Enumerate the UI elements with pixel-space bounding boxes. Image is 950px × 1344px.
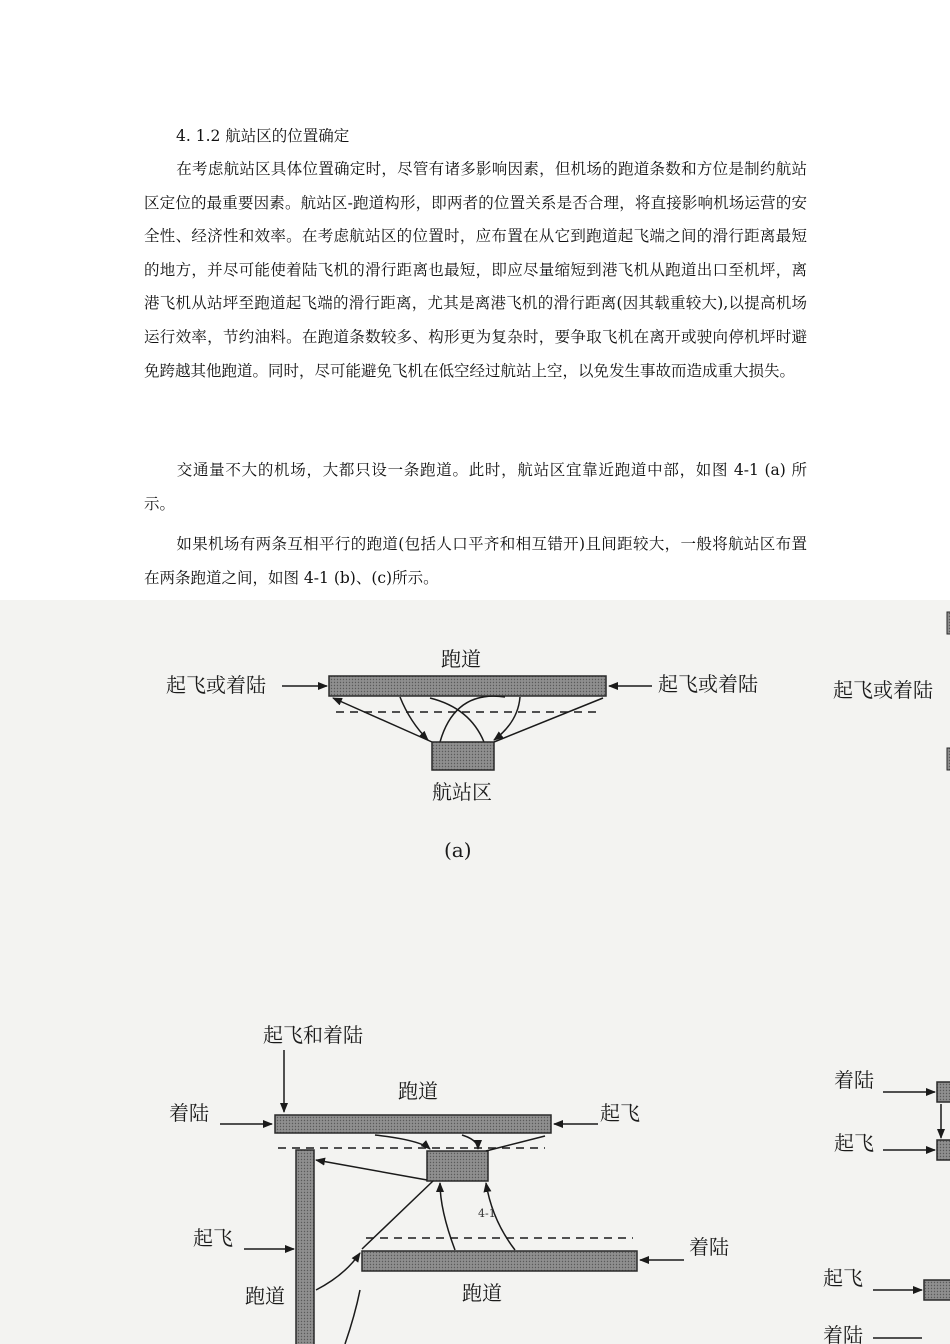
figure-right-runway-fragment-5 [924,1280,950,1300]
figure-b-taxi-curve-top-1 [375,1135,430,1149]
figure-right-label-top: 起飞或着陆 [833,678,933,702]
figure-b-taxi-terminal-down-left [362,1181,433,1249]
figure-b-runway-vertical-label: 跑道 [245,1284,285,1308]
figure-b-taxi-vertical-to-bottom [316,1253,360,1290]
figure-b-left-takeoff: 起飞 [193,1226,233,1250]
figure-b-left-land: 着陆 [169,1101,209,1125]
page-number: 4-1 [478,1207,496,1220]
figure-b-taxi-bottom-exit [345,1290,360,1344]
figure-b-runway-top-label: 跑道 [398,1079,438,1103]
figure-a-runway [329,676,606,696]
figure-b-terminal [427,1151,488,1181]
figure-right-partial [823,612,950,1344]
section-heading: 4. 1.2 航站区的位置确定 [176,127,350,145]
figure-b-right-land: 着陆 [689,1235,729,1259]
figure-b-runway-bottom [362,1251,637,1271]
figure-b-runway-bottom-label: 跑道 [462,1281,502,1305]
figure-a-left-label: 起飞或着陆 [166,673,266,697]
figure-b-taxi-terminal-to-vertical [316,1160,427,1180]
figure-right-takeoff-2: 起飞 [823,1266,863,1290]
figure-a-taxi-curve-3 [430,698,484,742]
figure-a-taxi-curve-2 [440,696,505,742]
figure-right-runway-fragment-3 [937,1082,950,1102]
figure-a-taxi-right [494,698,603,742]
figure-right-runway-fragment-4 [937,1140,950,1160]
figure-right-takeoff-1: 起飞 [834,1131,874,1155]
figure-b-taxi-curve-bottom-1 [440,1183,455,1250]
figure-a-right-label: 起飞或着陆 [658,672,758,696]
figure-b-taxi-curve-top-2 [462,1135,478,1149]
figure-a-taxi-left [333,698,432,742]
figure-b-runway-top [275,1115,551,1133]
figure-right-land-2: 着陆 [823,1323,863,1344]
figure-b-runway-vertical [296,1150,314,1344]
figure-right-land-1: 着陆 [834,1068,874,1092]
figure-a-terminal-label: 航站区 [432,780,492,804]
figure-a-runway-label: 跑道 [441,647,481,671]
paragraph-3-text: 如果机场有两条互相平行的跑道(包括人口平齐和相互错开)且间距较大，一般将航站区布置在两条跑道之间，如图 4-1 (b)、(c)所示。 [144,535,807,587]
figure-b-right-takeoff: 起飞 [600,1101,640,1125]
paragraph-2-text: 交通量不大的机场，大都只设一条跑道。此时，航站区宜靠近跑道中部，如图 4-1 (a) 所示。 [144,461,807,513]
figure-a-terminal [432,742,494,770]
figure-b-top-label: 起飞和着陆 [263,1023,363,1047]
figure-a [166,647,758,862]
figure-b [169,1023,729,1344]
figure-a-caption: (a) [444,838,472,862]
paragraph-1-text: 在考虑航站区具体位置确定时，尽管有诸多影响因素，但机场的跑道条数和方位是制约航站区定位的最重要因素。航站区-跑道构形，即两者的位置关系是否合理，将直接影响机场运营的安全性、经济性和效率。在考虑航站区的位置时，应布置在从它到跑道起飞端之间的滑行距离最短的地方，并尽可能使着陆飞机的滑行距离也最短，即应尽量缩短到港飞机从跑道出口至机坪，离港飞机从站坪至跑道起飞端的滑行距离，尤其是离港飞机的滑行距离(因其载重较大),以提高机场运行效率，节约油料。在跑道条数较多、构形更为复杂时，要争取飞机在离开或驶向停机坪时避免跨越其他跑道。同时，尽可能避免飞机在低空经过航站上空，以免发生事故而造成重大损失。 [144,160,807,380]
